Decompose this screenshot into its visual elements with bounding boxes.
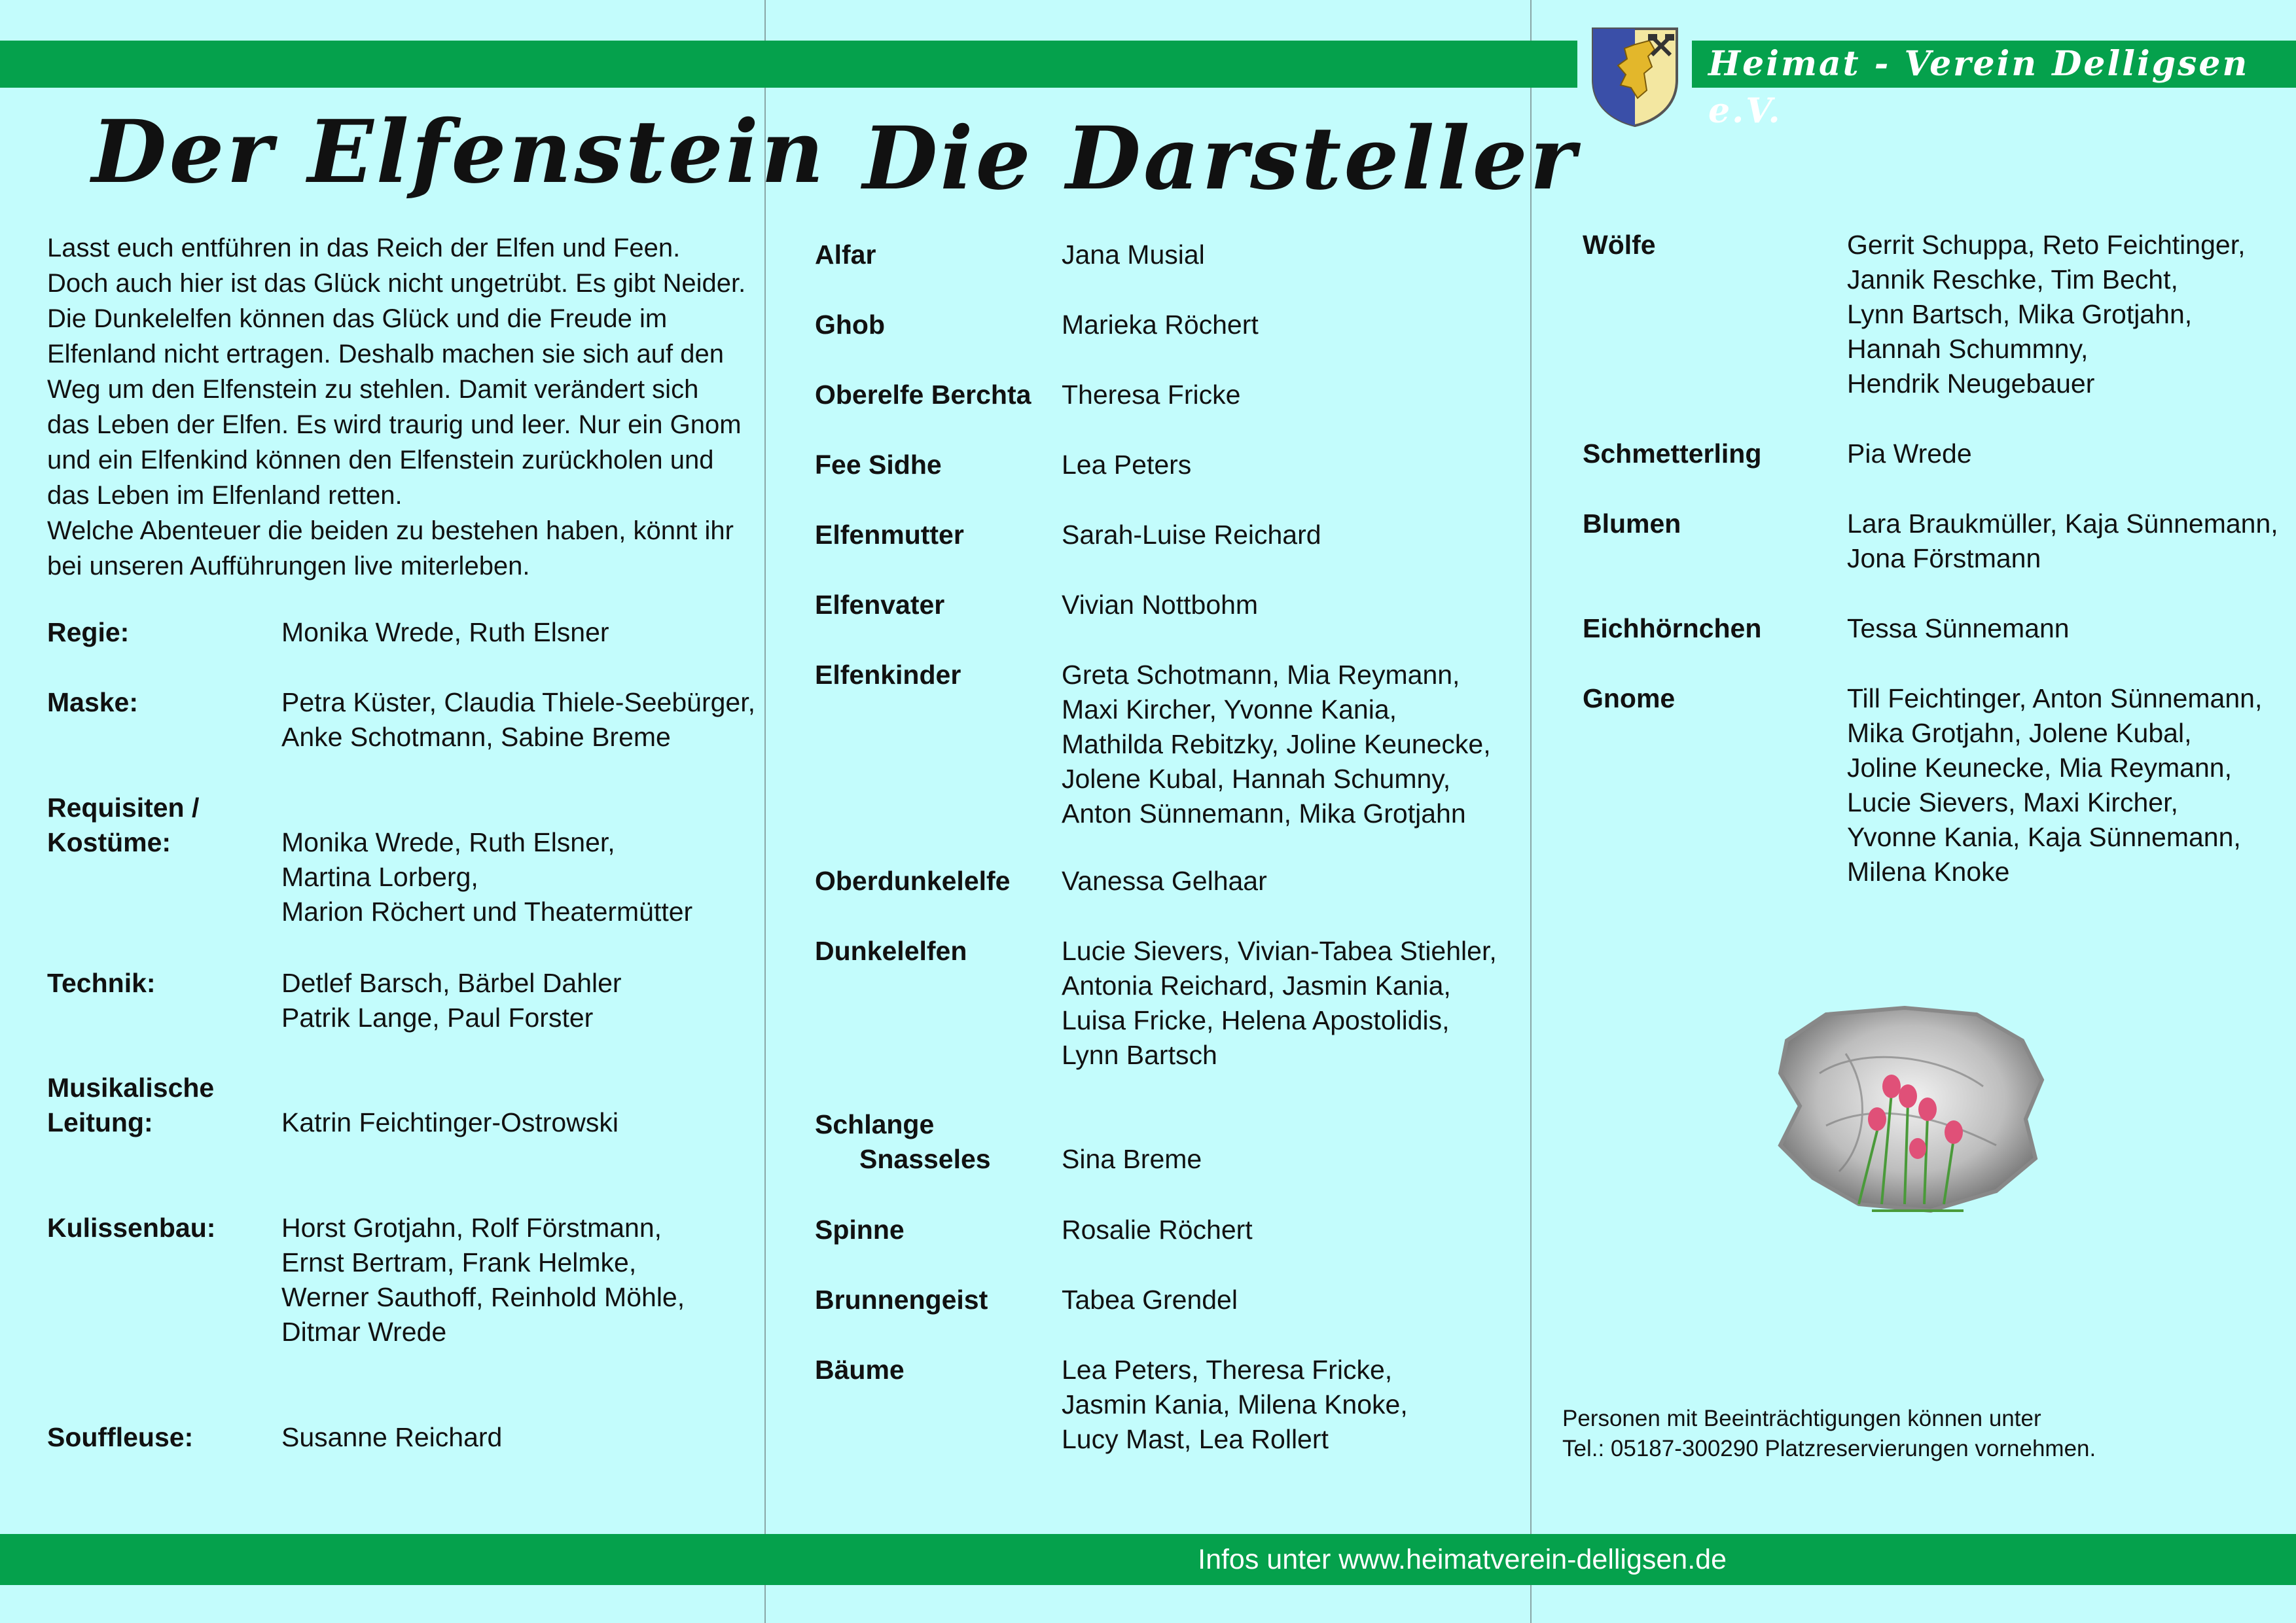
person-names: Horst Grotjahn, Rolf Förstmann, <box>281 1213 662 1243</box>
person-names: Lucie Sievers, Vivian-Tabea Stiehler, <box>1062 936 1497 966</box>
role-label: Ghob <box>815 310 886 340</box>
role-label: Regie: <box>47 617 130 647</box>
role-label: Blumen <box>1583 508 1681 539</box>
note-line: Personen mit Beeinträchtigungen können unter <box>1562 1406 2041 1431</box>
person-names: Martina Lorberg, <box>281 862 478 892</box>
person-names: Hannah Schummny, <box>1847 334 2089 364</box>
role-label: Oberdunkelelfe <box>815 866 1011 896</box>
person-names: Till Feichtinger, Anton Sünnemann, <box>1847 683 2263 713</box>
person-names: Tabea Grendel <box>1062 1285 1238 1315</box>
person-names: Anke Schotmann, Sabine Breme <box>281 722 671 752</box>
person-names: Lynn Bartsch, Mika Grotjahn, <box>1847 299 2193 329</box>
person-names: Marion Röchert und Theatermütter <box>281 897 693 927</box>
person-names: Patrik Lange, Paul Forster <box>281 1003 594 1033</box>
org-name: Heimat - Verein Delligsen e.V. <box>1708 44 2250 131</box>
panel-divider-left <box>764 0 766 1623</box>
role-label: Musikalische <box>47 1073 215 1103</box>
person-names: Mika Grotjahn, Jolene Kubal, <box>1847 718 2192 748</box>
person-names: Lynn Bartsch <box>1062 1040 1217 1070</box>
role-label: Fee Sidhe <box>815 450 942 480</box>
middle-title: Die Darsteller <box>863 108 1579 209</box>
person-names: Monika Wrede, Ruth Elsner, <box>281 827 615 857</box>
person-names: Jasmin Kania, Milena Knoke, <box>1062 1389 1408 1419</box>
person-names: Pia Wrede <box>1847 438 1972 469</box>
role-label: Brunnengeist <box>815 1285 988 1315</box>
person-names: Detlef Barsch, Bärbel Dahler <box>281 968 622 998</box>
person-names: Mathilda Rebitzky, Joline Keunecke, <box>1062 729 1491 759</box>
role-label: Elfenkinder <box>815 660 961 690</box>
person-names: Jannik Reschke, Tim Becht, <box>1847 264 2178 294</box>
left-title: Der Elfenstein <box>92 101 827 203</box>
person-names: Vivian Nottbohm <box>1062 590 1259 620</box>
person-names: Jana Musial <box>1062 240 1205 270</box>
person-names: Theresa Fricke <box>1062 380 1241 410</box>
accessibility-note <box>1562 1404 2096 1464</box>
role-label: Gnome <box>1583 683 1676 713</box>
intro-line: Weg um den Elfenstein zu stehlen. Damit verändert sich <box>47 375 699 404</box>
person-names: Marieka Röchert <box>1062 310 1259 340</box>
intro-line: Elfenland nicht ertragen. Deshalb machen sie sich auf den <box>47 340 724 368</box>
role-label: Dunkelelfen <box>815 936 967 966</box>
person-names: Luisa Fricke, Helena Apostolidis, <box>1062 1005 1450 1035</box>
person-names: Sina Breme <box>1062 1144 1202 1174</box>
role-label: Bäume <box>815 1355 905 1385</box>
person-names: Werner Sauthoff, Reinhold Möhle, <box>281 1282 685 1312</box>
person-names: Yvonne Kania, Kaja Sünnemann, <box>1847 822 2241 852</box>
role-label: Alfar <box>815 240 876 270</box>
person-names: Jolene Kubal, Hannah Schumny, <box>1062 764 1451 794</box>
person-names: Maxi Kircher, Yvonne Kania, <box>1062 694 1397 724</box>
role-label: Oberelfe Berchta <box>815 380 1031 410</box>
panel-divider-right <box>1530 0 1532 1623</box>
person-names: Lara Braukmüller, Kaja Sünnemann, <box>1847 508 2278 539</box>
person-names: Anton Sünnemann, Mika Grotjahn <box>1062 798 1466 829</box>
intro-line: bei unseren Aufführungen live miterleben. <box>47 552 530 580</box>
header-band-left <box>0 41 1577 88</box>
intro-line: das Leben der Elfen. Es wird traurig und leer. Nur ein Gnom <box>47 410 742 439</box>
person-names: Gerrit Schuppa, Reto Feichtinger, <box>1847 230 2246 260</box>
role-label: Eichhörnchen <box>1583 613 1762 643</box>
intro-line: das Leben im Elfenland retten. <box>47 481 403 510</box>
footer-website[interactable]: Infos unter www.heimatverein-delligsen.de <box>1198 1544 1727 1575</box>
role-label: Souffleuse: <box>47 1422 194 1452</box>
role-label: Kulissenbau: <box>47 1213 216 1243</box>
person-names: Lea Peters <box>1062 450 1192 480</box>
intro-text <box>47 230 754 584</box>
role-label: Leitung: <box>47 1107 153 1137</box>
coat-of-arms-logo <box>1589 25 1681 127</box>
intro-line: Welche Abenteuer die beiden zu bestehen haben, könnt ihr <box>47 516 734 545</box>
elfenstein-illustration <box>1767 995 2055 1230</box>
person-names: Petra Küster, Claudia Thiele-Seebürger, <box>281 687 756 717</box>
intro-line: Doch auch hier ist das Glück nicht ungetrübt. Es gibt Neider. <box>47 269 746 298</box>
role-label: Maske: <box>47 687 139 717</box>
person-names: Katrin Feichtinger-Ostrowski <box>281 1107 619 1137</box>
role-label: Snasseles <box>859 1144 991 1174</box>
person-names: Jona Förstmann <box>1847 543 2041 573</box>
role-label: Kostüme: <box>47 827 171 857</box>
person-names: Greta Schotmann, Mia Reymann, <box>1062 660 1460 690</box>
role-label: Technik: <box>47 968 156 998</box>
role-label: Wölfe <box>1583 230 1656 260</box>
role-label: Spinne <box>815 1215 905 1245</box>
person-names: Susanne Reichard <box>281 1422 503 1452</box>
person-names: Vanessa Gelhaar <box>1062 866 1267 896</box>
role-label: Schmetterling <box>1583 438 1762 469</box>
intro-line: Die Dunkelelfen können das Glück und die Freude im <box>47 304 668 333</box>
person-names: Lucy Mast, Lea Rollert <box>1062 1424 1329 1454</box>
person-names: Lucie Sievers, Maxi Kircher, <box>1847 787 2178 817</box>
intro-line: und ein Elfenkind können den Elfenstein zurückholen und <box>47 446 714 474</box>
role-label: Requisiten / <box>47 793 200 823</box>
role-label: Schlange <box>815 1109 935 1139</box>
person-names: Milena Knoke <box>1847 857 2010 887</box>
intro-line: Lasst euch entführen in das Reich der Elfen und Feen. <box>47 234 681 262</box>
person-names: Ernst Bertram, Frank Helmke, <box>281 1247 637 1277</box>
person-names: Sarah-Luise Reichard <box>1062 520 1321 550</box>
person-names: Ditmar Wrede <box>281 1317 447 1347</box>
role-label: Elfenvater <box>815 590 945 620</box>
person-names: Joline Keunecke, Mia Reymann, <box>1847 753 2232 783</box>
role-label: Elfenmutter <box>815 520 964 550</box>
note-line: Tel.: 05187-300290 Platzreservierungen vornehmen. <box>1562 1436 2096 1461</box>
person-names: Antonia Reichard, Jasmin Kania, <box>1062 971 1451 1001</box>
person-names: Monika Wrede, Ruth Elsner <box>281 617 609 647</box>
person-names: Hendrik Neugebauer <box>1847 368 2095 399</box>
person-names: Rosalie Röchert <box>1062 1215 1253 1245</box>
person-names: Lea Peters, Theresa Fricke, <box>1062 1355 1393 1385</box>
person-names: Tessa Sünnemann <box>1847 613 2070 643</box>
